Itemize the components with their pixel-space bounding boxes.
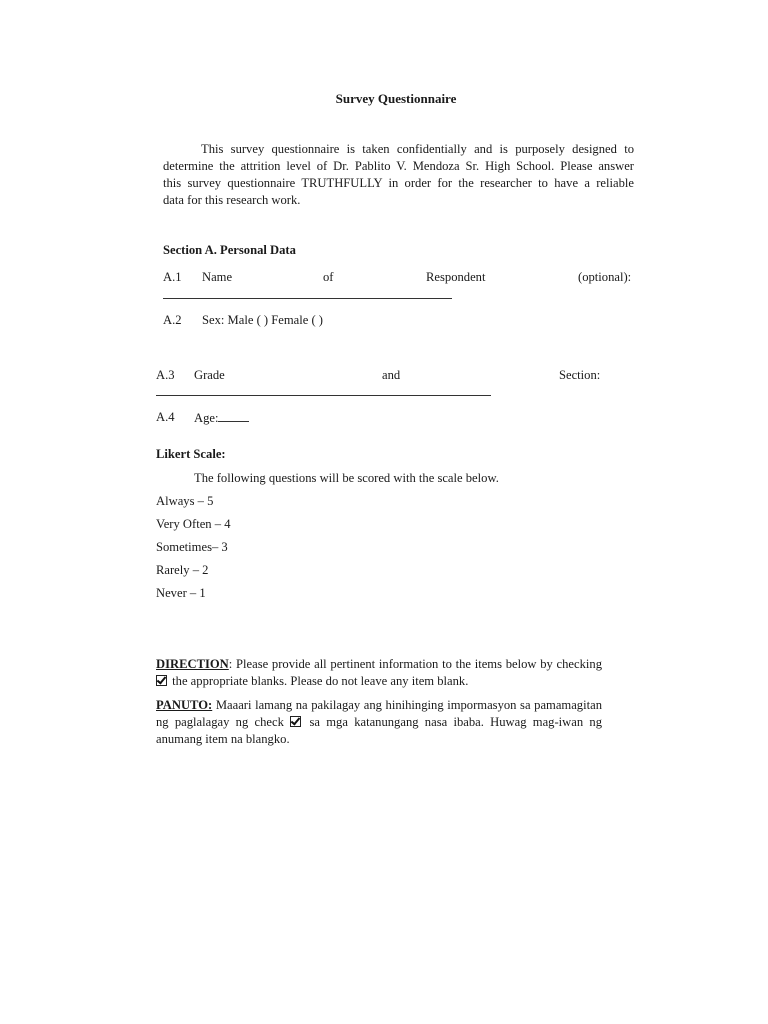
panuto-line: PANUTO: Maaari lamang na pakilagay ang hinihinging impormasyon sa pamamagitan bbox=[156, 698, 602, 712]
intro-line: data for this research work. bbox=[163, 193, 301, 207]
likert-item: Sometimes– 3 bbox=[156, 540, 228, 554]
panuto-label: PANUTO: bbox=[156, 698, 213, 712]
age-field[interactable] bbox=[194, 410, 249, 426]
panuto-line: ng paglalagay ng check sa mga katanungang nasa ibaba. Huwag mag-iwan ng bbox=[156, 715, 603, 729]
a3-number: A.3 bbox=[156, 368, 175, 382]
likert-item: Rarely – 2 bbox=[156, 563, 209, 577]
likert-item: Always – 5 bbox=[156, 494, 214, 508]
intro-line: this survey questionnaire TRUTHFULLY in order for the researcher to have a reliable bbox=[163, 176, 634, 190]
panuto-line: anumang item na blangko. bbox=[156, 732, 290, 746]
a1-word-name: Name bbox=[202, 270, 233, 284]
a3-word-section: Section: bbox=[559, 368, 601, 382]
likert-item: Never – 1 bbox=[156, 586, 206, 600]
a3-word-grade: Grade bbox=[194, 368, 225, 382]
a3-word-and: and bbox=[382, 368, 401, 382]
likert-item: Very Often – 4 bbox=[156, 517, 231, 531]
checkbox-checked-icon bbox=[290, 716, 301, 727]
intro-line: This survey questionnaire is taken confidentially and is purposely designed to bbox=[201, 142, 634, 156]
direction-paragraph bbox=[156, 656, 602, 690]
a1-word-of: of bbox=[323, 270, 334, 284]
page-title: Survey Questionnaire bbox=[335, 91, 457, 106]
direction-line: the appropriate blanks. Please do not leave any item blank. bbox=[156, 673, 602, 690]
panuto-paragraph bbox=[156, 697, 602, 748]
likert-heading: Likert Scale: bbox=[156, 447, 226, 461]
a4-number: A.4 bbox=[156, 410, 175, 424]
a1-word-optional: (optional): bbox=[578, 270, 632, 284]
age-label: Age: bbox=[194, 411, 219, 425]
direction-label: DIRECTION bbox=[156, 657, 229, 671]
a1-number: A.1 bbox=[163, 270, 182, 284]
direction-line: DIRECTION: Please provide all pertinent information to the items below by checking bbox=[156, 657, 602, 671]
a2-number: A.2 bbox=[163, 313, 182, 327]
sex-field[interactable]: Sex: Male ( ) Female ( ) bbox=[202, 313, 323, 327]
intro-line: determine the attrition level of Dr. Pablito V. Mendoza Sr. High School. Please answer bbox=[163, 159, 634, 173]
respondent-name-field[interactable] bbox=[163, 298, 452, 299]
likert-intro: The following questions will be scored with the scale below. bbox=[194, 471, 499, 485]
checkbox-checked-icon bbox=[156, 675, 167, 686]
section-a-heading: Section A. Personal Data bbox=[163, 243, 296, 257]
intro-paragraph bbox=[163, 141, 634, 209]
grade-section-field[interactable] bbox=[156, 395, 491, 396]
a1-word-respondent: Respondent bbox=[426, 270, 486, 284]
age-blank[interactable] bbox=[218, 410, 249, 422]
